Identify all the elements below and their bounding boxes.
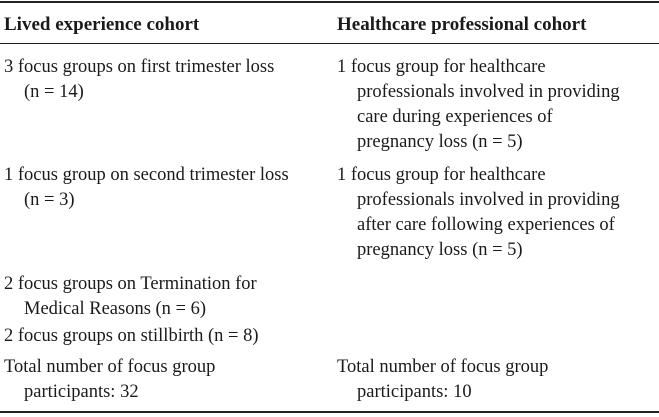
cell-line: pregnancy loss (n = 5): [357, 132, 523, 152]
cell-line: Medical Reasons (n = 6): [24, 299, 207, 319]
cell-line: 1 focus group for healthcare: [337, 165, 546, 185]
cell-line: pregnancy loss (n = 5): [357, 240, 523, 260]
table-cell-second-trimester: [4, 163, 289, 213]
column-header-lived-experience: Lived experience cohort: [4, 14, 200, 35]
cell-line: care during experiences of: [357, 107, 553, 127]
cell-line: 1 focus group for healthcare: [337, 57, 546, 77]
table-top-rule: [0, 1, 659, 3]
table-cell-first-trimester: [4, 55, 274, 105]
cell-line: 1 focus group on second trimester loss: [4, 165, 289, 185]
cell-line: participants: 32: [24, 382, 139, 402]
cell-line: Total number of focus group: [337, 357, 549, 377]
cell-line: (n = 14): [24, 82, 84, 102]
table-bottom-rule: [0, 411, 659, 413]
table-header-rule: [0, 43, 659, 44]
column-header-healthcare-professional: Healthcare professional cohort: [337, 14, 587, 35]
cell-line: 3 focus groups on first trimester loss: [4, 57, 275, 77]
cell-line: professionals involved in providing: [357, 190, 620, 210]
cell-line: (n = 3): [24, 190, 75, 210]
cell-line: participants: 10: [357, 382, 472, 402]
cell-line: Total number of focus group: [4, 357, 216, 377]
table-cell-termination: [4, 272, 257, 322]
table-cell-hcp-during-care: [337, 55, 620, 155]
table-cell-total-hcp: [337, 355, 548, 405]
cell-line: after care following experiences of: [357, 215, 615, 235]
cell-line: 2 focus groups on Termination for: [4, 274, 257, 294]
cell-line: professionals involved in providing: [357, 82, 620, 102]
cell-line: 2 focus groups on stillbirth (n = 8): [4, 326, 259, 346]
table-cell-hcp-after-care: [337, 163, 620, 263]
table-cell-total-lived: [4, 355, 215, 405]
table-cell-stillbirth: [4, 324, 259, 349]
